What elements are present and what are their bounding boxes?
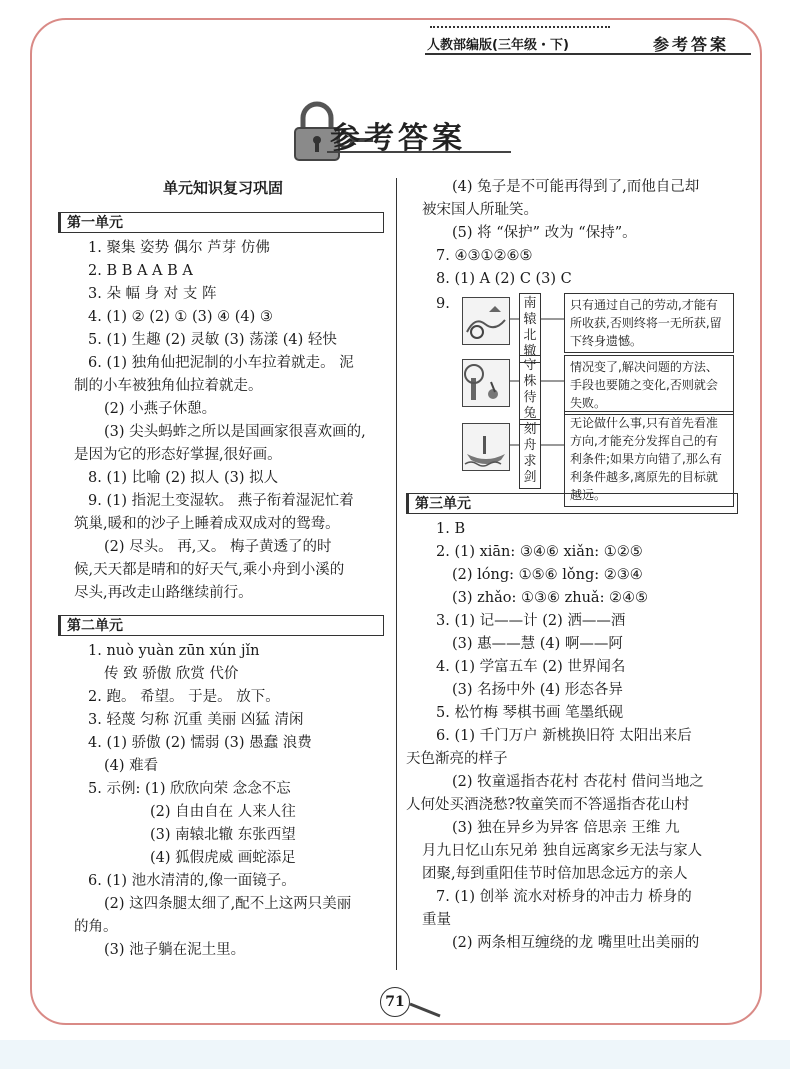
book-edition: 人教部编版(三年级・下) <box>427 38 569 53</box>
moral-text: 情况变了,解决问题的方法、手段也要随之变化,否则就会失败。 <box>564 355 734 415</box>
answer-line: 9. (1) 指泥土变湿软。 燕子衔着湿泥忙着 <box>88 493 354 509</box>
answer-line: 2. 跑。 希望。 于是。 放下。 <box>88 689 280 705</box>
answer-line: 2. (1) xiān: ③④⑥ xiǎn: ①②⑤ <box>436 544 643 560</box>
right-column <box>406 176 746 955</box>
idiom-label: 刻舟求剑 <box>519 419 541 489</box>
unit1-heading: 第一单元 <box>58 212 384 233</box>
answer-line: (3) zhǎo: ①③⑥ zhuǎ: ②④⑤ <box>452 590 649 606</box>
header-rule <box>425 53 751 55</box>
answer-line: 团聚,每到重阳佳节时倍加思念远方的亲人 <box>422 866 688 882</box>
answer-line: 5. 示例: (1) 欣欣向荣 念念不忘 <box>88 781 291 797</box>
page-title: 参考答案 <box>330 121 466 156</box>
answer-line: 6. (1) 独角仙把泥制的小车拉着就走。 泥 <box>88 355 354 371</box>
column-divider <box>396 178 397 970</box>
answer-line: 2. B B A A B A <box>88 263 193 279</box>
magnifier-icon <box>408 1000 444 1020</box>
answer-line: (4) 兔子是不可能再得到了,而他自己却 <box>452 179 700 195</box>
answer-line: (2) 这四条腿太细了,配不上这两只美丽 <box>104 896 352 912</box>
answer-line: 1. 聚集 姿势 偶尔 芦芽 仿佛 <box>88 240 270 256</box>
question-number: 9. <box>436 296 450 312</box>
matching-exercise <box>406 293 746 502</box>
answer-line: 4. (1) 学富五车 (2) 世界闻名 <box>436 659 626 675</box>
answer-line: 4. (1) 骄傲 (2) 懦弱 (3) 愚蠢 浪费 <box>88 735 312 751</box>
answer-line: (2) 自由自在 人来人往 <box>150 804 296 820</box>
answer-line: (3) 池子躺在泥土里。 <box>104 942 246 958</box>
page-number: 71 <box>380 987 410 1017</box>
header-section: 参考答案 <box>653 35 730 54</box>
idiom-label: 南辕北辙 <box>519 293 541 363</box>
answer-line: 3. 朵 幅 身 对 支 阵 <box>88 286 217 302</box>
header-dots <box>430 26 610 28</box>
answer-line: (2) 小燕子休憩。 <box>104 401 217 417</box>
answer-line: 月九日忆山东兄弟 独自远离家乡无法与家人 <box>422 843 703 859</box>
answer-line: (4) 难看 <box>104 758 159 774</box>
subheading: 单元知识复习巩固 <box>162 179 283 197</box>
boat-illustration <box>462 423 510 471</box>
unit2-heading: 第二单元 <box>58 615 384 636</box>
answer-line: 传 致 骄傲 欣赏 代价 <box>104 666 239 682</box>
answer-line: (2) 牧童遥指杏花村 杏花村 借问当地之 <box>452 774 704 790</box>
answer-line: (3) 独在异乡为异客 倍思亲 王维 九 <box>452 820 680 836</box>
answer-line: (3) 惠——慧 (4) 啊——阿 <box>452 636 623 652</box>
answer-line: 8. (1) A (2) C (3) C <box>436 271 572 287</box>
answer-line: 6. (1) 千门万户 新桃换旧符 太阳出来后 <box>436 728 692 744</box>
answer-line: (3) 名扬中外 (4) 形态各异 <box>452 682 623 698</box>
answer-line: 制的小车被独角仙拉着就走。 <box>74 378 263 394</box>
answer-line: (4) 狐假虎威 画蛇添足 <box>150 850 296 866</box>
answer-line: 天色渐亮的样子 <box>406 751 508 767</box>
moral-text: 只有通过自己的劳动,才能有所收获,否则终将一无所获,留下终身遗憾。 <box>564 293 734 353</box>
answer-line: 7. (1) 创举 流水对桥身的冲击力 桥身的 <box>436 889 692 905</box>
answer-line: (5) 将 “保护” 改为 “保持”。 <box>452 225 637 241</box>
answer-line: (2) 尽头。 再,又。 梅子黄透了的时 <box>104 539 332 555</box>
answer-line: 重量 <box>422 912 451 928</box>
unit3-heading: 第三单元 <box>406 493 738 514</box>
answer-line: (3) 尖头蚂蚱之所以是国画家很喜欢画的, <box>104 424 366 440</box>
idiom-label: 守株待兔 <box>519 355 541 425</box>
answer-line: 1. B <box>436 521 466 537</box>
answer-line: 7. ④③①②⑥⑤ <box>436 248 533 264</box>
answer-line: (3) 南辕北辙 东张西望 <box>150 827 296 843</box>
answer-line: 1. nuò yuàn zūn xún jǐn <box>88 643 260 659</box>
answer-line: 被宋国人所耻笑。 <box>422 202 538 218</box>
answer-line: 尽头,再改走山路继续前行。 <box>74 585 253 601</box>
chariot-illustration <box>462 297 510 345</box>
answer-line: 的角。 <box>74 919 118 935</box>
answer-line: 候,天天都是晴和的好天气,乘小舟到小溪的 <box>74 562 345 578</box>
answer-line: 8. (1) 比喻 (2) 拟人 (3) 拟人 <box>88 470 279 486</box>
left-column <box>58 176 388 962</box>
answer-line: (2) lóng: ①⑤⑥ lǒng: ②③④ <box>452 567 643 583</box>
bottom-band <box>0 1040 790 1069</box>
answer-line: 6. (1) 池水清清的,像一面镜子。 <box>88 873 296 889</box>
answer-line: 3. 轻蔑 匀称 沉重 美丽 凶猛 清闲 <box>88 712 304 728</box>
answer-line: 筑巢,暖和的沙子上睡着成双成对的鸳鸯。 <box>74 516 340 532</box>
answer-line: 3. (1) 记——计 (2) 洒——酒 <box>436 613 626 629</box>
answer-line: (2) 两条相互缠绕的龙 嘴里吐出美丽的 <box>452 935 700 951</box>
answer-line: 人何处买酒浇愁?牧童笑而不答遥指杏花山村 <box>406 797 690 813</box>
answer-line: 5. (1) 生趣 (2) 灵敏 (3) 荡漾 (4) 轻快 <box>88 332 337 348</box>
moral-text: 无论做什么事,只有首先看准方向,才能充分发挥自己的有利条件;如果方向错了,那么有利条件越多,离原先的目标就越远。 <box>564 411 734 507</box>
answer-line: 是因为它的形态好掌握,很好画。 <box>74 447 282 463</box>
answer-line: 5. 松竹梅 琴棋书画 笔墨纸砚 <box>436 705 624 721</box>
rabbit-tree-illustration <box>462 359 510 407</box>
answer-line: 4. (1) ② (2) ① (3) ④ (4) ③ <box>88 309 273 325</box>
